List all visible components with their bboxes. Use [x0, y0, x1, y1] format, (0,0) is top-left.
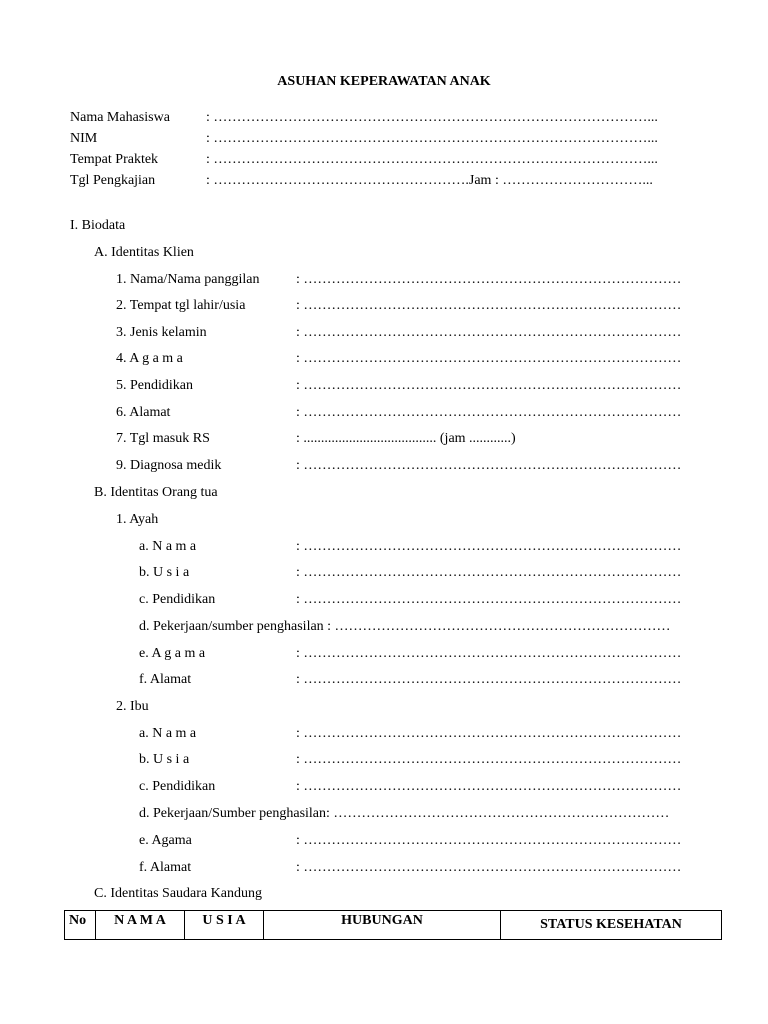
field-value-nim[interactable]: : …………………………………………………………………………………...: [206, 131, 658, 146]
mother-label-nama: a. N a m a: [139, 726, 197, 741]
client-value-nama[interactable]: : ………………………………………………………………………: [296, 272, 682, 287]
section-heading-identitas-saudara: C. Identitas Saudara Kandung: [94, 886, 262, 901]
client-label-tgl-masuk-rs: 7. Tgl masuk RS: [116, 431, 210, 446]
field-label-nim: NIM: [70, 131, 98, 146]
field-label-tempat-praktek: Tempat Praktek: [70, 152, 159, 167]
subsection-heading-ibu: 2. Ibu: [116, 699, 149, 714]
father-value-alamat[interactable]: : ………………………………………………………………………: [296, 672, 682, 687]
client-label-alamat: 6. Alamat: [116, 405, 171, 420]
client-label-pendidikan: 5. Pendidikan: [116, 378, 193, 393]
mother-value-agama[interactable]: : ………………………………………………………………………: [296, 833, 682, 848]
subsection-heading-ayah: 1. Ayah: [116, 512, 159, 527]
client-label-tempat-tgl-lahir: 2. Tempat tgl lahir/usia: [116, 298, 246, 313]
mother-label-agama: e. Agama: [139, 833, 192, 848]
mother-field-pekerjaan[interactable]: d. Pekerjaan/Sumber penghasilan: ………………………………………………………………: [139, 806, 670, 821]
father-label-pendidikan: c. Pendidikan: [139, 592, 216, 607]
client-value-diagnosa-medik[interactable]: : ………………………………………………………………………: [296, 458, 682, 473]
father-label-usia: b. U s i a: [139, 565, 190, 580]
table-header-usia: U S I A: [185, 911, 264, 940]
father-label-nama: a. N a m a: [139, 539, 197, 554]
father-label-agama: e. A g a m a: [139, 646, 206, 661]
field-label-nama-mahasiswa: Nama Mahasiswa: [70, 110, 170, 125]
mother-value-usia[interactable]: : ………………………………………………………………………: [296, 752, 682, 767]
sibling-table: [64, 910, 722, 940]
client-value-jenis-kelamin[interactable]: : ………………………………………………………………………: [296, 325, 682, 340]
client-label-agama: 4. A g a m a: [116, 351, 183, 366]
page-title: ASUHAN KEPERAWATAN ANAK: [277, 74, 491, 89]
mother-label-alamat: f. Alamat: [139, 860, 192, 875]
field-value-tgl-pengkajian[interactable]: : ……………………………………………….Jam : …………………………...: [206, 173, 653, 188]
mother-label-usia: b. U s i a: [139, 752, 190, 767]
section-heading-identitas-orang-tua: B. Identitas Orang tua: [94, 485, 218, 500]
field-label-tgl-pengkajian: Tgl Pengkajian: [70, 173, 156, 188]
section-heading-identitas-klien: A. Identitas Klien: [94, 245, 194, 260]
client-label-nama: 1. Nama/Nama panggilan: [116, 272, 260, 287]
mother-value-alamat[interactable]: : ………………………………………………………………………: [296, 860, 682, 875]
father-field-pekerjaan[interactable]: d. Pekerjaan/sumber penghasilan : ………………………………………………………………: [139, 619, 671, 634]
client-value-pendidikan[interactable]: : ………………………………………………………………………: [296, 378, 682, 393]
client-value-tempat-tgl-lahir[interactable]: : ………………………………………………………………………: [296, 298, 682, 313]
mother-label-pendidikan: c. Pendidikan: [139, 779, 216, 794]
father-value-usia[interactable]: : ………………………………………………………………………: [296, 565, 682, 580]
table-header-hubungan: HUBUNGAN: [264, 911, 501, 940]
field-value-nama-mahasiswa[interactable]: : …………………………………………………………………………………...: [206, 110, 658, 125]
father-value-nama[interactable]: : ………………………………………………………………………: [296, 539, 682, 554]
father-value-pendidikan[interactable]: : ………………………………………………………………………: [296, 592, 682, 607]
table-header-row: [65, 911, 722, 940]
mother-value-pendidikan[interactable]: : ………………………………………………………………………: [296, 779, 682, 794]
mother-value-nama[interactable]: : ………………………………………………………………………: [296, 726, 682, 741]
client-value-tgl-masuk-rs[interactable]: : ...................................... (jam ............): [296, 431, 516, 446]
father-value-agama[interactable]: : ………………………………………………………………………: [296, 646, 682, 661]
client-value-agama[interactable]: : ………………………………………………………………………: [296, 351, 682, 366]
field-value-tempat-praktek[interactable]: : …………………………………………………………………………………...: [206, 152, 658, 167]
father-label-alamat: f. Alamat: [139, 672, 192, 687]
section-heading-biodata: I. Biodata: [70, 218, 126, 233]
client-label-diagnosa-medik: 9. Diagnosa medik: [116, 458, 222, 473]
client-value-alamat[interactable]: : ………………………………………………………………………: [296, 405, 682, 420]
table-header-no: No: [65, 911, 96, 940]
client-label-jenis-kelamin: 3. Jenis kelamin: [116, 325, 207, 340]
table-header-status-kesehatan: STATUS KESEHATAN: [501, 911, 722, 940]
table-header-nama: N A M A: [96, 911, 185, 940]
